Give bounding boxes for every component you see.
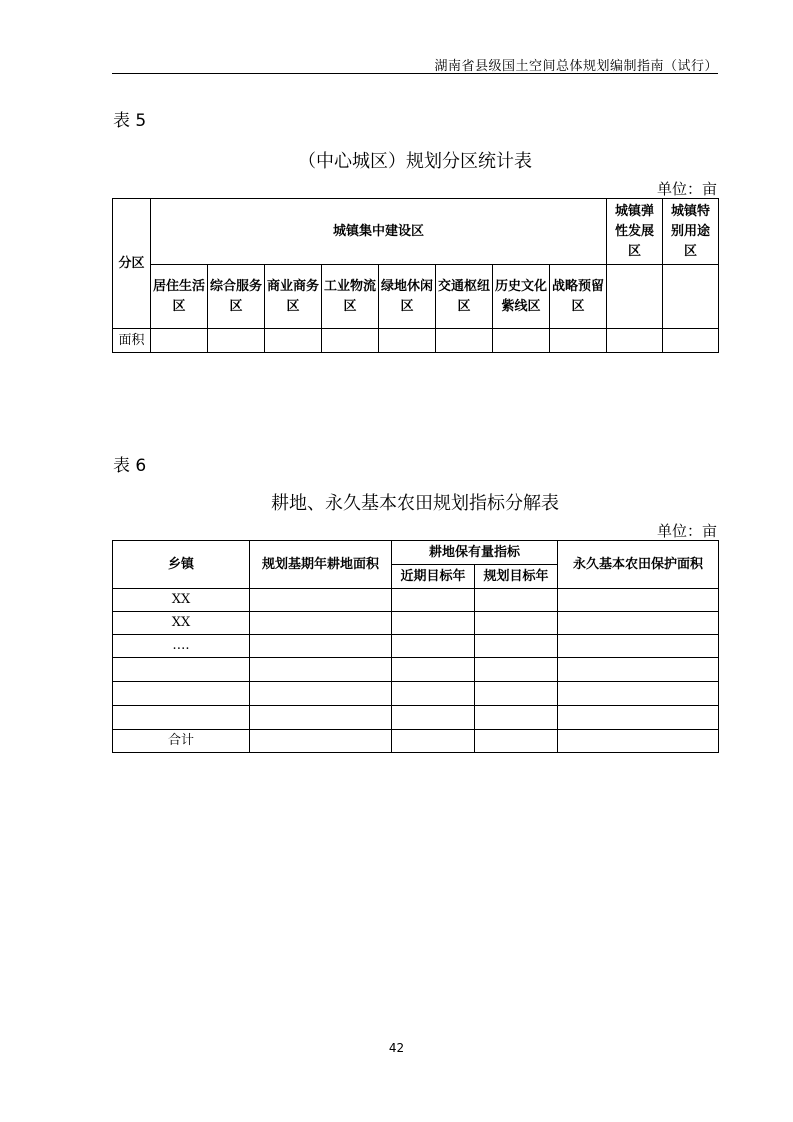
table6-cell (558, 730, 719, 753)
table6-cell (558, 589, 719, 612)
table6-row-label: …. (113, 635, 250, 658)
running-header: 湖南省县级国土空间总体规划编制指南（试行） (434, 59, 718, 74)
table6-cell (475, 682, 558, 706)
table6-cell (392, 658, 475, 682)
table5-cell (663, 329, 719, 353)
table6-cell (392, 730, 475, 753)
table6-row-label (113, 682, 250, 706)
table6-cell (558, 658, 719, 682)
table6-total-label: 合计 (113, 730, 250, 753)
table6-cell (392, 682, 475, 706)
table6-cell (250, 658, 392, 682)
page-number: 42 (388, 1041, 405, 1055)
table5-sub-header: 交通枢纽区 (436, 265, 493, 329)
table5-cell (436, 329, 493, 353)
table6-cell (558, 706, 719, 730)
table5-title: （中心城区）规划分区统计表 (298, 151, 532, 172)
table5-sub-header: 战略预留区 (550, 265, 607, 329)
table6-cell (392, 612, 475, 635)
table6-cell (392, 635, 475, 658)
table5-sub-header: 综合服务区 (208, 265, 265, 329)
table6-cell (475, 589, 558, 612)
table5-extra-header: 城镇弹性发展区 (607, 199, 663, 265)
table5-group-header: 城镇集中建设区 (151, 199, 607, 265)
table6-cell (250, 589, 392, 612)
table6-cell (392, 706, 475, 730)
table6-header-near-term: 近期目标年 (392, 565, 475, 589)
table5-sub-header: 商业商务区 (265, 265, 322, 329)
table6-header-permanent: 永久基本农田保护面积 (558, 541, 719, 589)
table5-sub-header: 居住生活区 (151, 265, 208, 329)
table5-cell (607, 329, 663, 353)
table6-header-base-year: 规划基期年耕地面积 (250, 541, 392, 589)
table5-cell (379, 329, 436, 353)
table6 (112, 540, 719, 753)
table6-row-label (113, 706, 250, 730)
table5-row-header: 分区 (113, 199, 151, 329)
table6-row-label (113, 658, 250, 682)
table6-label: 表 6 (113, 456, 147, 476)
table5-sub-header: 工业物流区 (322, 265, 379, 329)
table6-header-plan-target: 规划目标年 (475, 565, 558, 589)
table5-cell (265, 329, 322, 353)
table6-cell (475, 658, 558, 682)
table5-label: 表 5 (113, 111, 147, 131)
table6-unit: 单位：亩 (656, 522, 717, 540)
table5-data-row-label: 面积 (113, 329, 151, 353)
table6-header-group: 耕地保有量指标 (392, 541, 558, 565)
table5-cell (151, 329, 208, 353)
table5-sub-header: 历史文化紫线区 (493, 265, 550, 329)
table6-cell (475, 706, 558, 730)
table6-cell (250, 682, 392, 706)
table6-cell (250, 635, 392, 658)
table5 (112, 198, 719, 353)
table6-cell (558, 682, 719, 706)
table6-cell (475, 635, 558, 658)
table6-title: 耕地、永久基本农田规划指标分解表 (271, 493, 559, 514)
table6-cell (558, 612, 719, 635)
header-rule (112, 73, 718, 74)
table6-row-label: XX (113, 589, 250, 612)
table5-extra-header: 城镇特别用途区 (663, 199, 719, 265)
table5-sub-header: 绿地休闲区 (379, 265, 436, 329)
table6-cell (250, 730, 392, 753)
table5-unit: 单位：亩 (656, 180, 717, 198)
table5-cell (322, 329, 379, 353)
table5-cell (607, 265, 663, 329)
table5-cell (208, 329, 265, 353)
table6-header-town: 乡镇 (113, 541, 250, 589)
table5-cell (663, 265, 719, 329)
table6-cell (475, 612, 558, 635)
table6-cell (250, 706, 392, 730)
table5-cell (493, 329, 550, 353)
table6-cell (250, 612, 392, 635)
table6-cell (475, 730, 558, 753)
table6-cell (392, 589, 475, 612)
table6-cell (558, 635, 719, 658)
table5-cell (550, 329, 607, 353)
table6-row-label: XX (113, 612, 250, 635)
